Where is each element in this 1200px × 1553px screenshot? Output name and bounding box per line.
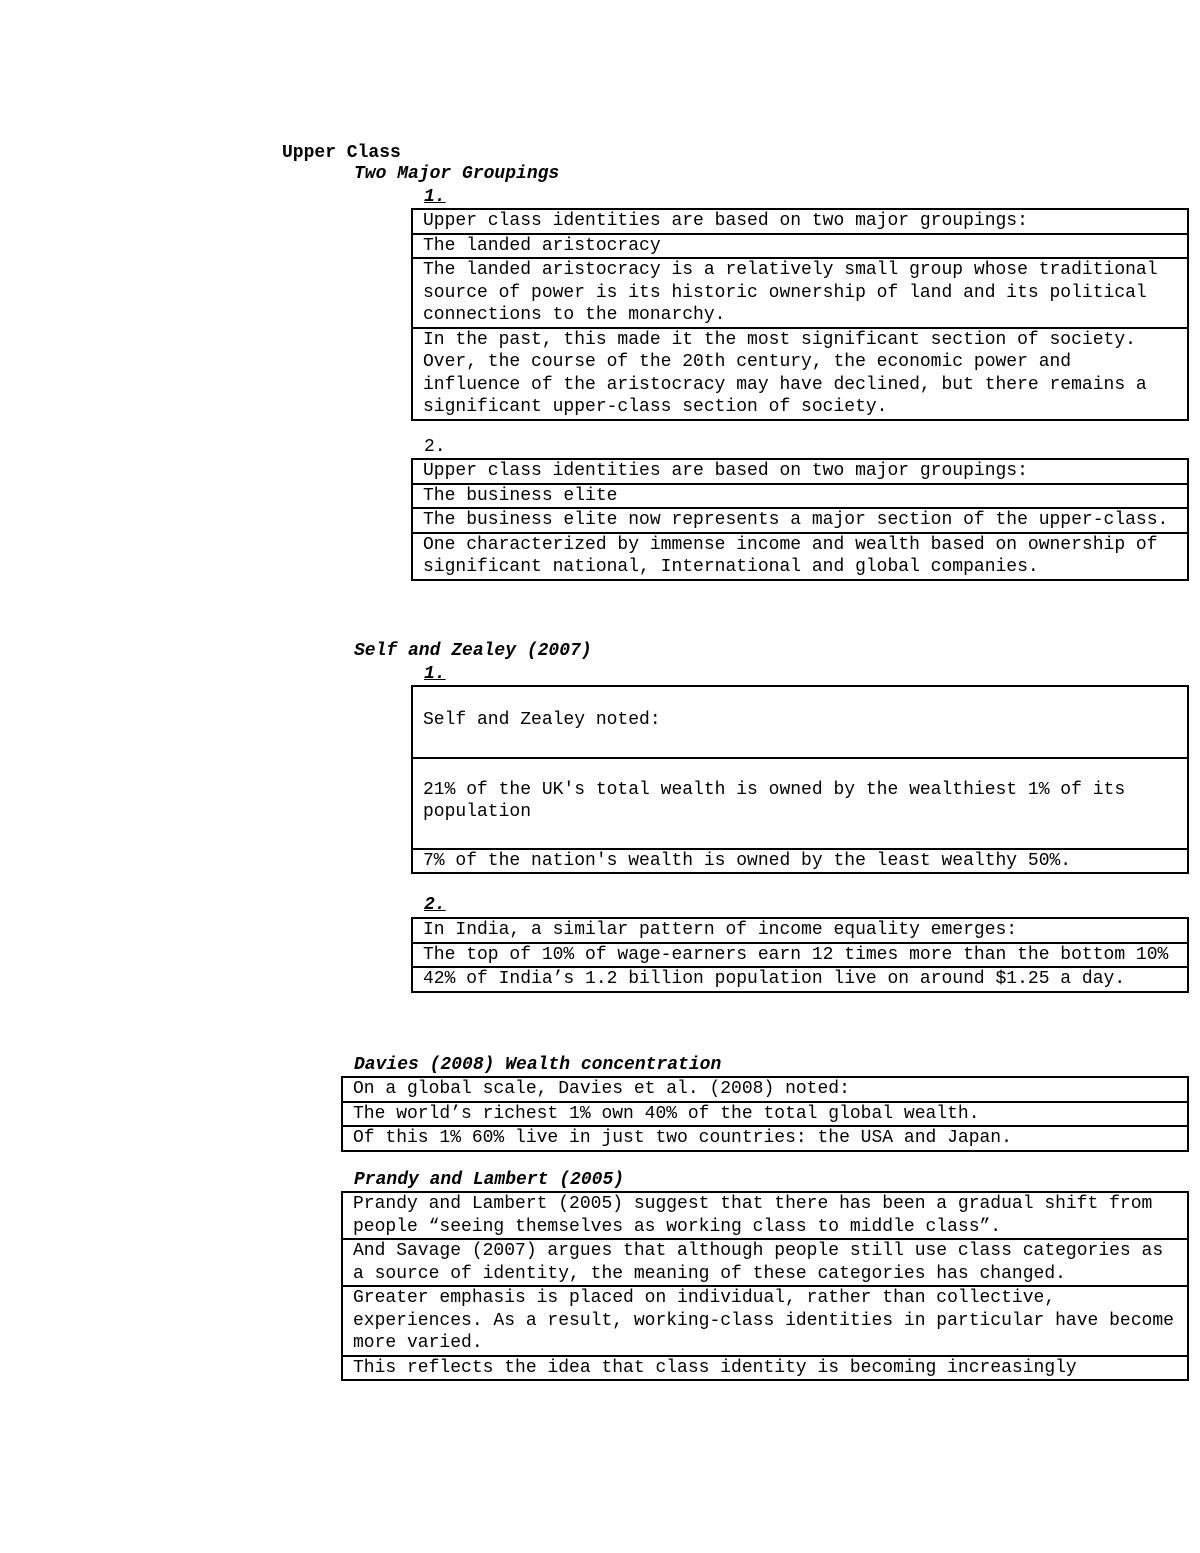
table-row: In the past, this made it the most significant section of society. Over, the course of the 20th century, the economic power and influence of the aristocracy may have declined, but there remains a significant upper-class section of society. — [413, 327, 1187, 419]
table-row: The world’s richest 1% own 40% of the total global wealth. — [343, 1101, 1187, 1126]
table-row: 7% of the nation's wealth is owned by the least wealthy 50%. — [413, 848, 1187, 873]
table-row: The business elite now represents a major section of the upper-class. — [413, 507, 1187, 532]
group-number-1: 1. — [424, 187, 446, 207]
wealth-concentration-table — [341, 1076, 1189, 1152]
table-row: Self and Zealey noted: — [423, 710, 661, 730]
table-row: Of this 1% 60% live in just two countries: the USA and Japan. — [343, 1125, 1187, 1150]
self-zealey-heading: Self and Zealey (2007) — [354, 641, 592, 661]
table-row: The business elite — [413, 483, 1187, 508]
page-title: Upper Class — [282, 143, 401, 163]
table-row: Prandy and Lambert (2005) suggest that there has been a gradual shift from people “seeing themselves as working class to middle class”. — [353, 1194, 1164, 1237]
davies-heading: Davies (2008) Wealth concentration — [354, 1055, 722, 1075]
prandy-lambert-heading: Prandy and Lambert (2005) — [354, 1170, 625, 1190]
table-row: Upper class identities are based on two major groupings: — [423, 211, 1028, 231]
table-row: The top of 10% of wage-earners earn 12 times more than the bottom 10% — [413, 942, 1187, 967]
table-row: The landed aristocracy — [413, 233, 1187, 258]
group-number-2: 2. — [424, 437, 446, 457]
table-row: On a global scale, Davies et al. (2008) noted: — [353, 1079, 850, 1099]
class-identity-table — [341, 1191, 1189, 1381]
table-row: Upper class identities are based on two major groupings: — [423, 461, 1028, 481]
table-row: In India, a similar pattern of income equality emerges: — [423, 920, 1018, 940]
table-row: This reflects the idea that class identity is becoming increasingly — [343, 1355, 1187, 1380]
table-row: Greater emphasis is placed on individual, rather than collective, experiences. As a result, working-class identities in particular have become more varied. — [343, 1285, 1187, 1355]
group-number-2: 2. — [424, 895, 446, 915]
business-elite-table — [411, 458, 1189, 581]
uk-wealth-table — [411, 685, 1189, 874]
table-row: 42% of India’s 1.2 billion population live on around $1.25 a day. — [413, 966, 1187, 991]
india-income-table — [411, 917, 1189, 993]
group-number-1: 1. — [424, 664, 446, 684]
table-row: And Savage (2007) argues that although people still use class categories as a source of identity, the meaning of these categories has changed. — [343, 1238, 1187, 1285]
table-row: 21% of the UK's total wealth is owned by the wealthiest 1% of its population — [413, 757, 1187, 848]
landed-aristocracy-table — [411, 208, 1189, 421]
table-row: The landed aristocracy is a relatively small group whose traditional source of power is its historic ownership of land and its political connections to the monarchy. — [413, 257, 1187, 327]
table-row: One characterized by immense income and wealth based on ownership of significant national, International and global companies. — [413, 532, 1187, 579]
two-major-groupings-heading: Two Major Groupings — [354, 164, 560, 184]
